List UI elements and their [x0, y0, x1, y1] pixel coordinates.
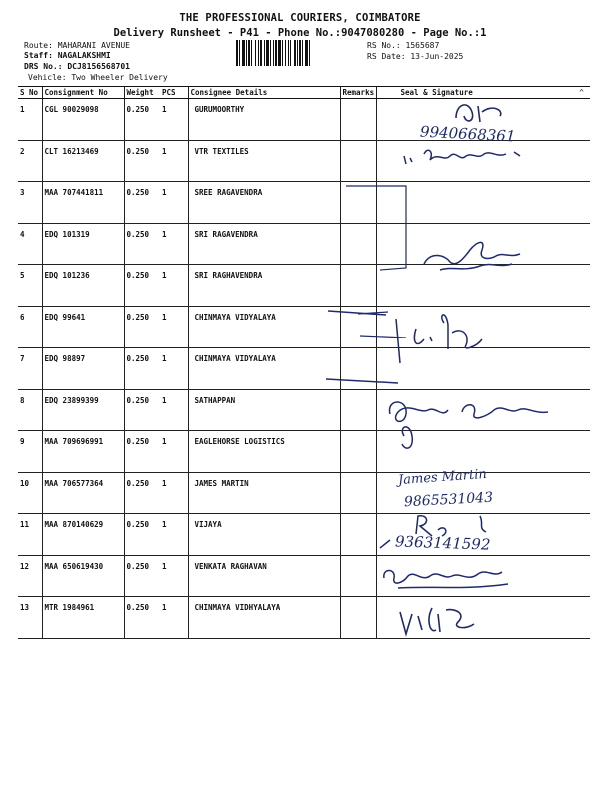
- cell-pcs: 1: [160, 348, 188, 390]
- handwritten-phone-12: 9363141592: [394, 532, 491, 554]
- cell-consignee: SATHAPPAN: [188, 389, 340, 431]
- cell-consignee: CHINMAYA VIDHYALAYA: [188, 597, 340, 639]
- table-row: [18, 182, 590, 224]
- cell-consignee: EAGLEHORSE LOGISTICS: [188, 431, 340, 473]
- cell-sno: 11: [18, 514, 42, 556]
- cell-sno: 3: [18, 182, 42, 224]
- table-header-row: [18, 87, 590, 99]
- cell-consignee: SRI RAGHAVENDRA: [188, 265, 340, 307]
- cell-weight: 0.250: [124, 555, 160, 597]
- cell-weight: 0.250: [124, 389, 160, 431]
- route-line: Route: MAHARANI AVENUE: [24, 41, 130, 50]
- cell-sno: 4: [18, 223, 42, 265]
- signature-4: [326, 305, 506, 385]
- cell-pcs: 1: [160, 597, 188, 639]
- cell-weight: 0.250: [124, 431, 160, 473]
- cell-sno: 7: [18, 348, 42, 390]
- cell-consignment: MAA 870140629: [42, 514, 124, 556]
- cell-consignee: CHINMAYA VIDYALAYA: [188, 306, 340, 348]
- header-weight: Weight: [124, 87, 160, 99]
- cell-pcs: 1: [160, 514, 188, 556]
- staff-value: NAGALAKSHMI: [57, 51, 111, 60]
- header-remarks: Remarks: [340, 87, 376, 99]
- table-row: [18, 597, 590, 639]
- signature-5: [384, 392, 574, 462]
- cell-consignee: JAMES MARTIN: [188, 472, 340, 514]
- cell-remarks: [340, 431, 376, 473]
- rs-no-line: RS No.: 1565687: [367, 41, 440, 50]
- header-sno: S No: [18, 87, 42, 99]
- cell-consignment: EDQ 101319: [42, 223, 124, 265]
- route-value: MAHARANI AVENUE: [57, 41, 130, 50]
- cell-weight: 0.250: [124, 223, 160, 265]
- cell-sno: 6: [18, 306, 42, 348]
- cell-remarks: [340, 140, 376, 182]
- cell-consignment: MTR 1984961: [42, 597, 124, 639]
- header-consignee: Consignee Details: [188, 87, 340, 99]
- vehicle-value: Two Wheeler Delivery: [71, 73, 168, 82]
- cell-sno: 12: [18, 555, 42, 597]
- cell-sno: 5: [18, 265, 42, 307]
- cell-consignment: MAA 707441811: [42, 182, 124, 224]
- cell-consignee: SRI RAGAVENDRA: [188, 223, 340, 265]
- cell-pcs: 1: [160, 182, 188, 224]
- cell-sno: 13: [18, 597, 42, 639]
- cell-consignment: MAA 650619430: [42, 555, 124, 597]
- cell-consignment: CLT 16213469: [42, 140, 124, 182]
- rs-date-line: RS Date: 13-Jun-2025: [367, 52, 464, 61]
- cell-consignee: VTR TEXTILES: [188, 140, 340, 182]
- cell-consignee: CHINMAYA VIDYALAYA: [188, 348, 340, 390]
- cell-weight: 0.250: [124, 306, 160, 348]
- signature-1: [448, 98, 508, 128]
- staff-line: Staff: NAGALAKSHMI: [24, 51, 111, 60]
- cell-weight: 0.250: [124, 99, 160, 141]
- cell-consignment: MAA 706577364: [42, 472, 124, 514]
- caret-mark: ^: [579, 88, 584, 97]
- cell-pcs: 1: [160, 431, 188, 473]
- cell-weight: 0.250: [124, 348, 160, 390]
- cell-sno: 1: [18, 99, 42, 141]
- handwritten-name-10: James Martin: [397, 466, 488, 489]
- drs-value: DCJ8156568701: [67, 62, 130, 71]
- cell-consignee: SREE RAGAVENDRA: [188, 182, 340, 224]
- header-signature: Seal & Signature: [376, 87, 590, 99]
- cell-consignee: VIJAYA: [188, 514, 340, 556]
- handwritten-phone-10: 9865531043: [403, 489, 494, 511]
- rs-no-value: 1565687: [405, 41, 440, 50]
- table-row: [18, 514, 590, 556]
- cell-pcs: 1: [160, 265, 188, 307]
- cell-consignment: EDQ 101236: [42, 265, 124, 307]
- cell-pcs: 1: [160, 555, 188, 597]
- cell-sno: 2: [18, 140, 42, 182]
- company-title: THE PROFESSIONAL COURIERS, COIMBATORE: [179, 12, 421, 24]
- cell-remarks: [340, 514, 376, 556]
- cell-weight: 0.250: [124, 265, 160, 307]
- cell-remarks: [340, 597, 376, 639]
- cell-weight: 0.250: [124, 597, 160, 639]
- cell-weight: 0.250: [124, 140, 160, 182]
- cell-pcs: 1: [160, 472, 188, 514]
- barcode-bar: [310, 40, 311, 66]
- cell-pcs: 1: [160, 99, 188, 141]
- signature-7: [378, 560, 528, 594]
- rs-date-value: 13-Jun-2025: [410, 52, 464, 61]
- cell-remarks: [340, 389, 376, 431]
- cell-sno: 8: [18, 389, 42, 431]
- signature-3: [420, 230, 530, 280]
- barcode: [236, 40, 354, 66]
- cell-consignment: MAA 709696991: [42, 431, 124, 473]
- signature-8: [396, 600, 486, 640]
- runsheet-title: Delivery Runsheet - P41 - Phone No.:9047080280 - Page No.:1: [113, 27, 487, 39]
- cell-consignee: GURUMOORTHY: [188, 99, 340, 141]
- cell-weight: 0.250: [124, 472, 160, 514]
- cell-consignee: VENKATA RAGHAVAN: [188, 555, 340, 597]
- cell-consignment: EDQ 99641: [42, 306, 124, 348]
- cell-consignment: EDQ 23899399: [42, 389, 124, 431]
- header-pcs: PCS: [160, 87, 188, 99]
- cell-remarks: [340, 555, 376, 597]
- handwritten-phone-1: 9940668361: [419, 122, 516, 146]
- header-consignment: Consignment No: [42, 87, 124, 99]
- drs-line: DRS No.: DCJ8156568701: [24, 62, 130, 71]
- cell-pcs: 1: [160, 140, 188, 182]
- cell-sno: 10: [18, 472, 42, 514]
- cell-pcs: 1: [160, 306, 188, 348]
- cell-weight: 0.250: [124, 182, 160, 224]
- vehicle-line: Vehicle: Two Wheeler Delivery: [28, 73, 168, 82]
- cell-pcs: 1: [160, 223, 188, 265]
- cell-remarks: [340, 99, 376, 141]
- cell-consignment: EDQ 98897: [42, 348, 124, 390]
- cell-remarks: [340, 472, 376, 514]
- cell-pcs: 1: [160, 389, 188, 431]
- tick-mark: [376, 536, 396, 552]
- table-row: [18, 472, 590, 514]
- cell-consignment: CGL 90029098: [42, 99, 124, 141]
- signature-2: [398, 142, 528, 170]
- cell-sno: 9: [18, 431, 42, 473]
- cell-weight: 0.250: [124, 514, 160, 556]
